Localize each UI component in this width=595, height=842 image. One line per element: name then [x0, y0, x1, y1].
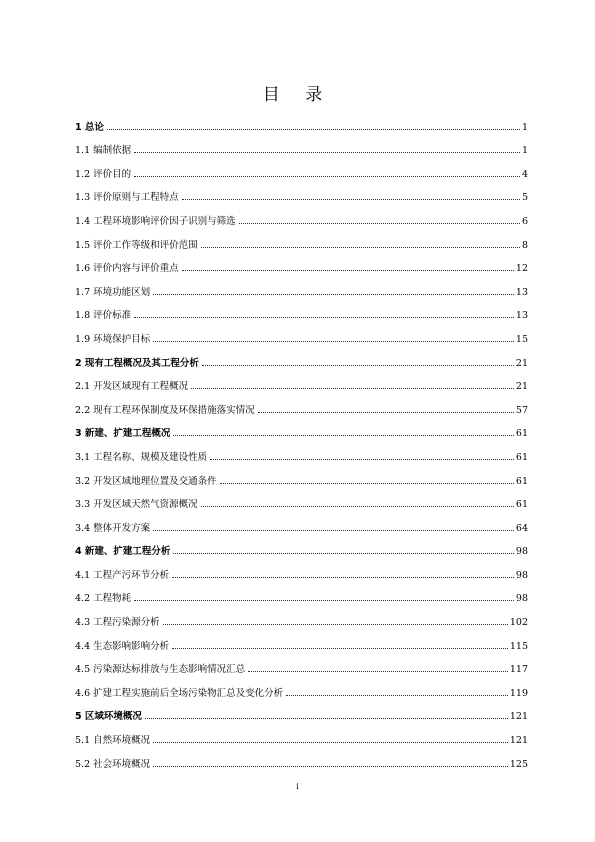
toc-entry-page: 12 — [515, 263, 528, 275]
toc-entry[interactable] — [75, 722, 528, 746]
toc-entry[interactable] — [75, 203, 528, 227]
page-number: i — [296, 782, 299, 791]
dot-leader — [191, 388, 514, 389]
dot-leader — [210, 459, 514, 460]
toc-entry-page: 21 — [515, 357, 528, 369]
toc-entry[interactable] — [75, 652, 528, 676]
toc-entry-label: 3.2 开发区域地理位置及交通条件 — [75, 475, 217, 487]
dot-leader — [201, 247, 520, 248]
toc-entry-label: 1.2 评价目的 — [75, 168, 132, 180]
toc-entry-label: 4.1 工程产污环节分析 — [75, 569, 170, 581]
toc-entry-page: 61 — [515, 475, 528, 487]
toc-entry[interactable] — [75, 345, 528, 369]
toc-entry-page: 21 — [515, 381, 528, 393]
dot-leader — [107, 129, 520, 130]
toc-entry[interactable] — [75, 534, 528, 558]
table-of-contents — [75, 109, 528, 770]
toc-entry-page: 13 — [515, 310, 528, 322]
dot-leader — [134, 152, 520, 153]
toc-entry-label: 4.3 工程污染源分析 — [75, 617, 160, 629]
toc-entry-page: 57 — [515, 404, 528, 416]
dot-leader — [173, 553, 513, 554]
toc-entry-label: 2.2 现有工程环保制度及环保措施落实情况 — [75, 404, 255, 416]
dot-leader — [182, 199, 520, 200]
toc-entry-label: 1.3 评价原则与工程特点 — [75, 192, 179, 204]
toc-entry-page: 98 — [515, 593, 528, 605]
toc-entry-label: 1.8 评价标准 — [75, 310, 132, 322]
dot-leader — [134, 600, 514, 601]
toc-entry-page: 1 — [521, 121, 528, 133]
toc-entry[interactable] — [75, 581, 528, 605]
dot-leader — [153, 766, 508, 767]
toc-entry-page: 15 — [515, 333, 528, 345]
toc-entry[interactable] — [75, 604, 528, 628]
toc-entry[interactable] — [75, 699, 528, 723]
toc-entry-page: 8 — [521, 239, 528, 251]
toc-entry[interactable] — [75, 746, 528, 770]
toc-entry-label: 4.6 扩建工程实施前后全场污染物汇总及变化分析 — [75, 687, 284, 699]
toc-entry-label: 4.4 生态影响影响分析 — [75, 640, 170, 652]
toc-entry-page: 4 — [521, 168, 528, 180]
toc-entry-label: 1.5 评价工作等级和评价范围 — [75, 239, 198, 251]
toc-entry-label: 1.6 评价内容与评价重点 — [75, 263, 179, 275]
toc-entry-label: 4.5 污染源达标排放与生态影响情况汇总 — [75, 664, 246, 676]
toc-entry[interactable] — [75, 392, 528, 416]
toc-entry-page: 119 — [509, 687, 528, 699]
toc-entry-label: 5.1 自然环境概况 — [75, 735, 151, 747]
toc-entry-page: 125 — [509, 758, 528, 770]
toc-entry-page: 13 — [515, 286, 528, 298]
toc-entry-label: 1.4 工程环境影响评价因子识别与筛选 — [75, 215, 236, 227]
toc-entry[interactable] — [75, 109, 528, 133]
toc-entry-label: 1.7 环境功能区划 — [75, 286, 151, 298]
toc-entry-label: 3.4 整体开发方案 — [75, 522, 151, 534]
toc-entry[interactable] — [75, 510, 528, 534]
toc-entry[interactable] — [75, 298, 528, 322]
toc-entry-label: 1.9 环境保护目标 — [75, 333, 151, 345]
dot-leader — [202, 365, 514, 366]
toc-entry-label: 2 现有工程概况及其工程分析 — [75, 357, 199, 369]
dot-leader — [172, 577, 514, 578]
dot-leader — [173, 435, 513, 436]
toc-entry-page: 117 — [509, 664, 528, 676]
toc-entry-page: 6 — [521, 215, 528, 227]
toc-entry-label: 3.3 开发区域天然气资源概况 — [75, 499, 198, 511]
toc-entry[interactable] — [75, 416, 528, 440]
dot-leader — [182, 270, 514, 271]
toc-entry[interactable] — [75, 463, 528, 487]
toc-entry-label: 3 新建、扩建工程概况 — [75, 428, 171, 440]
toc-entry-label: 5 区域环境概况 — [75, 711, 142, 723]
toc-entry[interactable] — [75, 251, 528, 275]
toc-entry[interactable] — [75, 156, 528, 180]
toc-entry[interactable] — [75, 133, 528, 157]
toc-entry-page: 115 — [509, 640, 528, 652]
toc-entry[interactable] — [75, 180, 528, 204]
dot-leader — [239, 223, 520, 224]
toc-entry-label: 4.2 工程物耗 — [75, 593, 132, 605]
toc-entry-label: 3.1 工程名称、规模及建设性质 — [75, 451, 208, 463]
toc-entry[interactable] — [75, 274, 528, 298]
toc-entry-page: 5 — [521, 192, 528, 204]
toc-entry[interactable] — [75, 487, 528, 511]
toc-entry-page: 64 — [515, 522, 528, 534]
toc-entry-label: 5.2 社会环境概况 — [75, 758, 151, 770]
dot-leader — [201, 506, 514, 507]
toc-entry-label: 2.1 开发区域现有工程概况 — [75, 381, 189, 393]
dot-leader — [163, 624, 508, 625]
toc-entry[interactable] — [75, 628, 528, 652]
toc-entry[interactable] — [75, 439, 528, 463]
toc-entry-label: 1 总论 — [75, 121, 104, 133]
dot-leader — [153, 341, 514, 342]
dot-leader — [258, 412, 514, 413]
dot-leader — [172, 648, 508, 649]
toc-entry-label: 4 新建、扩建工程分析 — [75, 546, 171, 558]
dot-leader — [153, 294, 514, 295]
dot-leader — [134, 317, 514, 318]
toc-entry-page: 61 — [515, 428, 528, 440]
toc-entry[interactable] — [75, 675, 528, 699]
toc-entry[interactable] — [75, 321, 528, 345]
dot-leader — [220, 483, 514, 484]
dot-leader — [145, 718, 508, 719]
toc-entry-page: 102 — [509, 617, 528, 629]
dot-leader — [153, 530, 514, 531]
toc-entry-page: 121 — [509, 711, 528, 723]
toc-entry[interactable] — [75, 227, 528, 251]
toc-entry-page: 1 — [521, 145, 528, 157]
toc-entry[interactable] — [75, 369, 528, 393]
dot-leader — [248, 671, 508, 672]
toc-entry-page: 98 — [515, 569, 528, 581]
toc-entry-page: 121 — [509, 735, 528, 747]
dot-leader — [153, 742, 508, 743]
toc-entry-page: 61 — [515, 451, 528, 463]
toc-entry-page: 61 — [515, 499, 528, 511]
dot-leader — [286, 695, 508, 696]
toc-entry-page: 98 — [515, 546, 528, 558]
toc-entry-label: 1.1 编制依据 — [75, 145, 132, 157]
toc-entry[interactable] — [75, 557, 528, 581]
dot-leader — [134, 176, 520, 177]
toc-title: 目 录 — [262, 85, 333, 105]
